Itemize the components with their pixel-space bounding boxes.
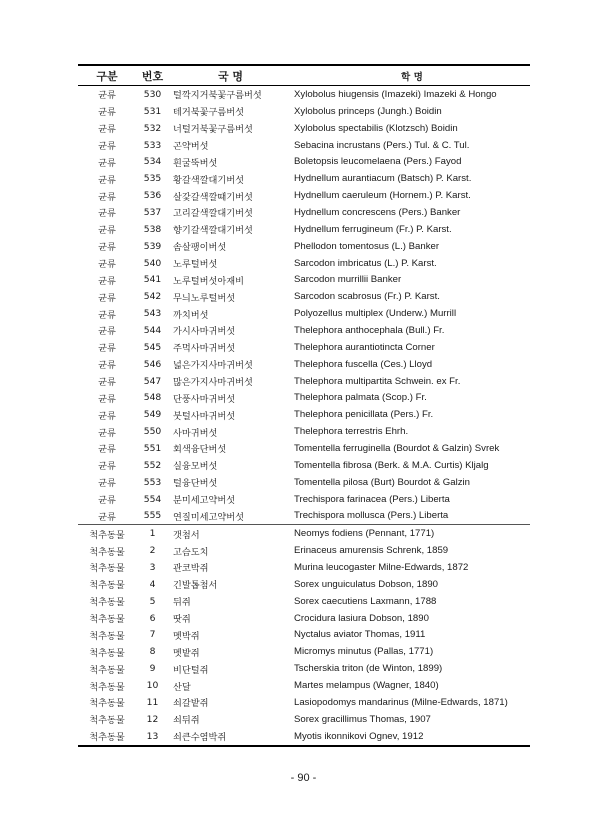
cell-category: 균류 [98, 511, 116, 523]
cell-number: 9 [149, 663, 156, 675]
cell-korean-name: 단풍사마귀버섯 [173, 393, 236, 405]
cell-korean-name: 노루털버섯아재비 [173, 275, 245, 287]
cell-category: 균류 [98, 393, 116, 405]
cell-number: 546 [143, 358, 162, 370]
table-row [78, 660, 530, 677]
cell-korean-name: 사마귀버섯 [173, 427, 218, 439]
cell-korean-name: 붓털사마귀버섯 [173, 410, 236, 422]
cell-scientific-name: Hydnellum ferrugineum (Fr.) P. Karst. [294, 223, 452, 235]
cell-korean-name: 테거북꽃구름버섯 [173, 107, 245, 119]
cell-scientific-name: Lasiopodomys mandarinus (Milne-Edwards, 1871) [294, 696, 508, 708]
cell-category: 균류 [98, 259, 116, 271]
cell-category: 균류 [98, 410, 116, 422]
table-row [78, 474, 530, 491]
cell-korean-name: 긴발톱첨서 [173, 580, 218, 592]
header-number: 번호 [136, 65, 169, 86]
table-row [78, 389, 530, 406]
cell-korean-name: 실융모버섯 [173, 461, 218, 473]
cell-number: 554 [143, 493, 162, 505]
table-row [78, 255, 530, 272]
table-row [78, 204, 530, 221]
cell-category: 척추동물 [89, 580, 125, 592]
cell-category: 균류 [98, 174, 116, 186]
table-row [78, 457, 530, 474]
cell-number: 4 [149, 578, 156, 590]
header-scientific-name: 학 명 [288, 65, 530, 86]
cell-category: 균류 [98, 292, 116, 304]
cell-category: 균류 [98, 208, 116, 220]
cell-scientific-name: Thelephora multipartita Schwein. ex Fr. [294, 375, 461, 387]
cell-scientific-name: Sorex caecutiens Laxmann, 1788 [294, 595, 437, 607]
cell-number: 532 [143, 122, 162, 134]
table-row [78, 677, 530, 694]
cell-korean-name: 많은가지사마귀버섯 [173, 377, 253, 389]
cell-scientific-name: Martes melampus (Wagner, 1840) [294, 680, 439, 691]
cell-category: 균류 [98, 141, 116, 152]
table-row [78, 559, 530, 576]
cell-scientific-name: Sorex unguiculatus Dobson, 1890 [294, 578, 439, 590]
cell-korean-name: 털깍지거북꽃구름버섯 [173, 90, 262, 102]
table-row [78, 221, 530, 238]
cell-korean-name: 무늬노루털버섯 [173, 292, 236, 304]
cell-number: 530 [143, 88, 162, 100]
cell-number: 10 [146, 680, 159, 691]
cell-category: 균류 [98, 478, 116, 490]
cell-category: 균류 [98, 242, 116, 254]
cell-korean-name: 멧밭쥐 [173, 647, 200, 659]
table-row [78, 238, 530, 255]
cell-category: 척추동물 [89, 630, 125, 642]
cell-korean-name: 너털거북꽃구름버섯 [173, 124, 253, 136]
cell-korean-name: 까치버섯 [173, 309, 209, 321]
cell-scientific-name: Boletopsis leucomelaena (Pers.) Fayod [294, 156, 462, 168]
cell-scientific-name: Neomys fodiens (Pennant, 1771) [288, 525, 530, 542]
cell-scientific-name: Hydnellum aurantiacum (Batsch) P. Karst. [294, 173, 472, 185]
cell-number: 548 [143, 392, 162, 404]
cell-korean-name: 고리갈색깔대기버섯 [173, 208, 253, 220]
cell-korean-name: 분미세고약버섯 [173, 495, 236, 507]
cell-category: 균류 [98, 124, 116, 136]
cell-korean-name: 향기갈색깔대기버섯 [173, 225, 253, 237]
cell-scientific-name: Sarcodon murrillii Banker [294, 274, 402, 286]
table-row [78, 137, 530, 154]
cell-category: 균류 [98, 275, 116, 287]
cell-scientific-name: Hydnellum concrescens (Pers.) Banker [294, 206, 461, 218]
table-row [78, 373, 530, 390]
cell-number: 536 [143, 190, 162, 202]
table-row [78, 593, 530, 610]
cell-number: 545 [143, 341, 162, 353]
table-row [78, 576, 530, 593]
cell-category: 균류 [98, 377, 116, 389]
cell-number: 550 [143, 426, 162, 438]
cell-korean-name: 땃쥐 [173, 614, 191, 626]
table-row [78, 643, 530, 660]
cell-korean-name: 주먹사마귀버섯 [173, 343, 236, 355]
cell-korean-name: 쇠갈밭쥐 [173, 698, 209, 710]
cell-scientific-name: Thelephora terrestris Ehrh. [294, 426, 409, 438]
cell-category: 척추동물 [78, 728, 136, 746]
cell-number: 555 [143, 510, 162, 522]
table-row [78, 440, 530, 457]
cell-korean-name: 고슴도치 [173, 546, 209, 558]
table-row [78, 120, 530, 137]
cell-scientific-name: Xylobolus spectabilis (Klotzsch) Boidin [294, 122, 458, 134]
cell-number: 549 [143, 409, 162, 421]
cell-category: 균류 [98, 309, 116, 321]
table-row [78, 423, 530, 440]
cell-category: 균류 [98, 90, 116, 102]
cell-scientific-name: Sarcodon imbricatus (L.) P. Karst. [294, 257, 437, 269]
page-number: - 90 - [290, 772, 317, 784]
cell-number: 2 [149, 545, 156, 557]
cell-number: 551 [143, 442, 162, 454]
cell-scientific-name: Crocidura lasiura Dobson, 1890 [294, 612, 429, 624]
cell-category: 척추동물 [78, 525, 136, 542]
cell-category: 균류 [98, 495, 116, 507]
table-row [78, 322, 530, 339]
cell-scientific-name: Micromys minutus (Pallas, 1771) [294, 646, 434, 658]
table-row [78, 711, 530, 728]
cell-category: 척추동물 [89, 597, 125, 609]
cell-korean-name: 털융단버섯 [173, 478, 218, 490]
cell-korean-name: 멧박쥐 [173, 630, 200, 642]
cell-number: 12 [146, 713, 159, 725]
cell-scientific-name: Erinaceus amurensis Schrenk, 1859 [294, 545, 449, 557]
cell-scientific-name: Xylobolus princeps (Jungh.) Boidin [294, 105, 442, 117]
table-row [78, 507, 530, 524]
cell-number: 1 [136, 525, 169, 542]
cell-korean-name: 솜살팽이버섯 [173, 242, 227, 254]
cell-scientific-name: Sorex gracillimus Thomas, 1907 [294, 713, 431, 725]
table-row [78, 356, 530, 373]
cell-scientific-name: Myotis ikonnikovi Ognev, 1912 [288, 728, 530, 746]
table-row [78, 271, 530, 288]
cell-number: 7 [149, 629, 156, 641]
cell-number: 531 [143, 105, 162, 117]
cell-number: 534 [143, 156, 162, 168]
cell-korean-name: 산달 [173, 681, 191, 693]
cell-category: 균류 [98, 225, 116, 237]
cell-scientific-name: Phellodon tomentosus (L.) Banker [294, 240, 440, 252]
table-row [78, 728, 530, 746]
cell-number: 552 [143, 459, 162, 471]
cell-scientific-name: Tscherskia triton (de Winton, 1899) [294, 663, 443, 675]
cell-category: 척추동물 [89, 681, 125, 693]
cell-scientific-name: Trechispora farinacea (Pers.) Liberta [294, 493, 450, 505]
cell-number: 537 [143, 206, 162, 218]
cell-korean-name: 넓은가지사마귀버섯 [173, 360, 253, 372]
cell-korean-name: 뒤쥐 [173, 597, 191, 609]
cell-korean-name: 쇠뒤쥐 [173, 715, 200, 727]
cell-number: 13 [136, 728, 169, 746]
cell-scientific-name: Thelephora penicillata (Pers.) Fr. [294, 409, 434, 421]
cell-category: 균류 [98, 444, 116, 456]
cell-korean-name: 곤약버섯 [173, 141, 209, 152]
table-row [78, 406, 530, 423]
cell-number: 538 [143, 223, 162, 235]
header-category: 구분 [78, 65, 136, 86]
cell-category: 척추동물 [89, 715, 125, 727]
cell-korean-name: 살갗갈색깔때기버섯 [173, 191, 253, 203]
cell-category: 균류 [98, 360, 116, 372]
cell-scientific-name: Tomentella fibrosa (Berk. & M.A. Curtis) Kljalg [294, 459, 489, 471]
table-row [78, 170, 530, 187]
cell-category: 척추동물 [89, 664, 125, 676]
cell-korean-name: 가시사마귀버섯 [173, 326, 236, 338]
cell-number: 11 [146, 696, 159, 708]
cell-category: 균류 [98, 107, 116, 119]
cell-category: 척추동물 [89, 563, 125, 575]
cell-number: 544 [143, 324, 162, 336]
table-row [78, 339, 530, 356]
cell-scientific-name: Polyozellus multiplex (Underw.) Murrill [294, 308, 457, 320]
cell-scientific-name: Xylobolus hiugensis (Imazeki) Imazeki & Hongo [294, 88, 497, 100]
cell-category: 척추동물 [89, 698, 125, 710]
table-row [78, 525, 530, 542]
cell-number: 8 [149, 646, 156, 658]
table-row [78, 288, 530, 305]
cell-category: 척추동물 [89, 614, 125, 626]
cell-scientific-name: Sarcodon scabrosus (Fr.) P. Karst. [294, 291, 440, 303]
cell-category: 균류 [98, 157, 116, 169]
cell-number: 535 [143, 173, 162, 185]
table-row [78, 694, 530, 711]
table-row [78, 153, 530, 170]
cell-scientific-name: Nyctalus aviator Thomas, 1911 [294, 629, 426, 641]
table-row [78, 610, 530, 627]
cell-korean-name: 연질미세고약버섯 [173, 511, 245, 523]
cell-number: 540 [143, 257, 162, 269]
cell-korean-name: 관코박쥐 [173, 563, 209, 575]
table-row [78, 305, 530, 322]
cell-number: 542 [143, 291, 162, 303]
table-row [78, 542, 530, 559]
cell-number: 553 [143, 476, 162, 488]
cell-scientific-name: Trechispora mollusca (Pers.) Liberta [294, 510, 449, 522]
cell-category: 척추동물 [89, 647, 125, 659]
table-body [78, 86, 530, 746]
cell-number: 547 [143, 375, 162, 387]
cell-korean-name: 황갈색깔대기버섯 [173, 174, 245, 186]
cell-category: 척추동물 [89, 546, 125, 558]
cell-scientific-name: Murina leucogaster Milne-Edwards, 1872 [294, 561, 469, 573]
species-table [78, 64, 530, 747]
cell-korean-name: 쇠큰수염박쥐 [169, 728, 288, 746]
cell-number: 6 [149, 612, 156, 624]
header-korean-name: 국 명 [169, 65, 288, 86]
cell-number: 5 [149, 595, 156, 607]
cell-korean-name: 회색융단버섯 [173, 444, 227, 456]
table-row [78, 86, 530, 103]
cell-korean-name: 갯첨서 [169, 525, 288, 542]
cell-category: 균류 [98, 461, 116, 473]
cell-category: 균류 [98, 343, 116, 355]
table-row [78, 187, 530, 204]
cell-korean-name: 노루털버섯 [173, 259, 218, 271]
cell-scientific-name: Thelephora palmata (Scop.) Fr. [294, 392, 427, 404]
cell-scientific-name: Hydnellum caeruleum (Hornem.) P. Karst. [294, 190, 471, 202]
cell-number: 533 [143, 139, 162, 151]
cell-category: 균류 [98, 326, 116, 338]
cell-korean-name: 흰굴뚝버섯 [173, 157, 218, 169]
table-row [78, 491, 530, 508]
cell-number: 3 [149, 561, 156, 573]
cell-scientific-name: Thelephora aurantiotincta Corner [294, 341, 435, 353]
cell-number: 539 [143, 240, 162, 252]
cell-scientific-name: Sebacina incrustans (Pers.) Tul. & C. Tul. [294, 139, 470, 151]
cell-number: 543 [143, 308, 162, 320]
cell-number: 541 [143, 274, 162, 286]
cell-korean-name: 비단털쥐 [173, 664, 209, 676]
table-header-row [78, 65, 530, 86]
table-row [78, 103, 530, 120]
cell-scientific-name: Thelephora anthocephala (Bull.) Fr. [294, 324, 445, 336]
cell-category: 균류 [98, 427, 116, 439]
cell-category: 균류 [98, 191, 116, 203]
cell-scientific-name: Thelephora fuscella (Ces.) Lloyd [294, 358, 433, 370]
cell-scientific-name: Tomentella pilosa (Burt) Bourdot & Galzin [294, 476, 470, 488]
table-row [78, 627, 530, 644]
cell-scientific-name: Tomentella ferruginella (Bourdot & Galzin) Svrek [294, 442, 500, 454]
